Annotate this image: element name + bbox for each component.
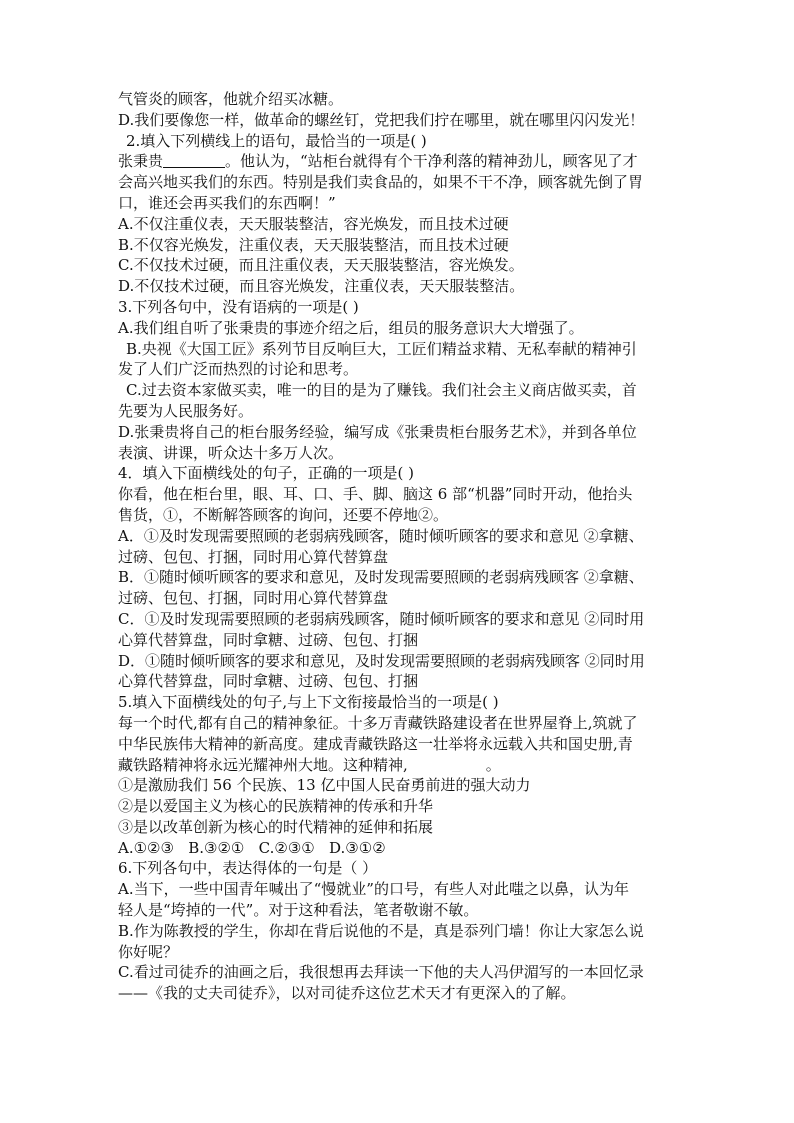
text-line: D.我们要像您一样，做革命的螺丝钉，党把我们拧在哪里，就在哪里闪闪发光！ — [118, 110, 645, 129]
answer-blank — [408, 756, 486, 770]
text-line: ③是以改革创新为核心的时代精神的延伸和拓展 — [118, 817, 434, 836]
question-5-options: A.①②③ B.③②① C.②③① D.③①② — [118, 838, 386, 857]
text-line: 过磅、包包、打捆，同时用心算代替算盘 — [118, 547, 389, 566]
text-line: 口，谁还会再买我们的东西啊！” — [118, 193, 336, 212]
answer-blank — [163, 153, 225, 168]
option-d: D.张秉贵将自己的柜台服务经验，编写成《张秉贵柜台服务艺术》，并到各单位 — [118, 422, 637, 441]
text-line: 每一个时代,都有自己的精神象征。十多万青藏铁路建设者在世界屋脊上,筑就了 — [118, 713, 638, 732]
text-line: ①是激励我们 56 个民族、13 亿中国人民奋勇前进的强大动力 — [118, 776, 531, 795]
question-2-stem: 2.填入下列横线上的语句，最恰当的一项是( ) — [126, 131, 427, 150]
question-5-stem: 5.填入下面横线处的句子,与上下文衔接最恰当的一项是( ) — [118, 693, 499, 712]
text-fragment: 。 — [485, 755, 501, 774]
option-b: B.作为陈教授的学生，你却在背后说他的不是，真是忝列门墙！你让大家怎么说 — [118, 921, 644, 940]
text-line: 过磅、包包、打捆，同时用心算代替算盘 — [118, 589, 389, 608]
option-a: A．①及时发现需要照顾的老弱病残顾客，随时倾听顾客的要求和意见 ②拿糖、 — [118, 526, 644, 545]
text-line: 表演、讲课，听众达十多万人次。 — [118, 443, 344, 462]
text-line: 轻人是“垮掉的一代”。对于这种看法，笔者敬谢不敏。 — [118, 901, 479, 920]
option-c: C.看过司徒乔的油画之后，我很想再去拜读一下他的夫人冯伊湄写的一本回忆录 — [118, 963, 644, 982]
question-4-stem: 4．填入下面横线处的句子，正确的一项是( ) — [118, 464, 415, 483]
option-d: D.不仅技术过硬，而且容光焕发，注重仪表，天天服装整洁。 — [118, 277, 525, 296]
option-c: C.不仅技术过硬，而且注重仪表，天天服装整洁，容光焕发。 — [118, 256, 524, 275]
text-fragment: 藏铁路精神将永远光耀神州大地。这种精神, — [118, 755, 408, 774]
text-line: 售货，①，不断解答顾客的询问，还要不停地②。 — [118, 505, 449, 524]
option-a: A.不仅注重仪表，天天服装整洁，容光焕发，而且技术过硬 — [118, 214, 509, 233]
question-2-fill-line — [118, 151, 694, 172]
text-line: 发了人们广泛而热烈的讨论和思考。 — [118, 360, 359, 379]
option-c: C．①及时发现需要照顾的老弱病残顾客，随时倾听顾客的要求和意见 ②同时用 — [118, 609, 645, 628]
text-line: 气管炎的顾客，他就介绍买冰糖。 — [118, 90, 344, 108]
option-a: A.我们组自听了张秉贵的事迹介绍之后，组员的服务意识大大增强了。 — [118, 318, 584, 337]
text-fragment: 张秉贵 — [118, 152, 164, 171]
question-3-stem: 3.下列各句中，没有语病的一项是( ) — [118, 297, 359, 316]
option-b: B.央视《大国工匠》系列节目反响巨大，工匠们精益求精、无私奉献的精神引 — [126, 339, 637, 358]
option-d: D．①随时倾听顾客的要求和意见，及时发现需要照顾的老弱病残顾客 ②同时用 — [118, 651, 645, 670]
text-line: ②是以爱国主义为核心的民族精神的传承和升华 — [118, 797, 434, 816]
option-c: C.过去资本家做买卖，唯一的目的是为了赚钱。我们社会主义商店做买卖，首 — [126, 381, 637, 400]
text-line: 先要为人民服务好。 — [118, 401, 254, 420]
text-line: ——《我的丈夫司徒乔》，以对司徒乔这位艺术天才有更深入的了解。 — [118, 984, 576, 1003]
question-5-fill-line — [118, 755, 694, 776]
option-b: B.不仅容光焕发，注重仪表，天天服装整洁，而且技术过硬 — [118, 235, 509, 254]
text-line: 中华民族伟大精神的新高度。建成青藏铁路这一壮举将永远载入共和国史册,青 — [118, 734, 633, 753]
question-6-stem: 6.下列各句中，表达得体的一句是（ ） — [118, 859, 378, 878]
text-fragment: 。他认为，“站柜台就得有个干净利落的精神劲儿，顾客见了才 — [225, 152, 638, 171]
text-line: 心算代替算盘，同时拿糖、过磅、包包、打捆 — [118, 672, 419, 691]
option-b: B．①随时倾听顾客的要求和意见，及时发现需要照顾的老弱病残顾客 ②拿糖、 — [118, 568, 644, 587]
option-a: A.当下，一些中国青年喊出了“慢就业”的口号，有些人对此嗤之以鼻，认为年 — [118, 880, 629, 899]
text-line: 你看，他在柜台里，眼、耳、口、手、脚、脑这 6 部“机器”同时开动，他抬头 — [118, 485, 633, 504]
text-line: 你好呢？ — [118, 942, 179, 961]
text-line: 心算代替算盘，同时拿糖、过磅、包包、打捆 — [118, 630, 419, 649]
text-line: 会高兴地买我们的东西。特别是我们卖食品的，如果不干不净，顾客就先倒了胃 — [118, 173, 644, 192]
